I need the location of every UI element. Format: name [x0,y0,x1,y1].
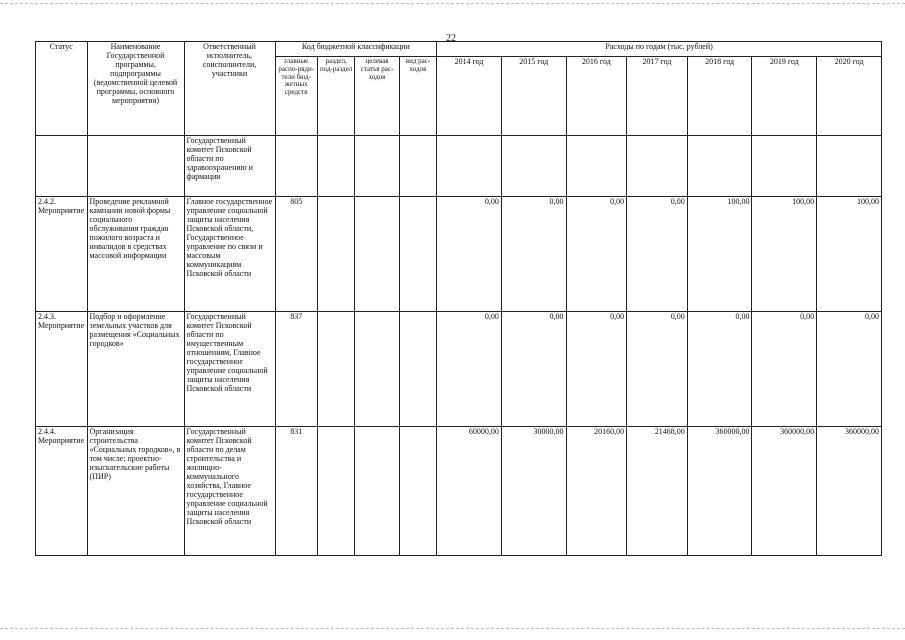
header-budget-code: Код бюджетной классификации [275,42,437,57]
cell-type [399,136,436,197]
cell-status: 2.4.4. Мероприятие [36,427,88,556]
cell-value-2018: 360000,00 [687,427,752,556]
cell-value-2014: 0,00 [437,197,502,312]
cell-type [399,197,436,312]
cell-value-2019 [752,136,817,197]
cell-value-2015: 0,00 [501,197,566,312]
header-year-2014: 2014 год [437,57,502,136]
header-year-2020: 2020 год [817,57,882,136]
cell-article [355,197,399,312]
cell-value-2017: 21468,00 [627,427,688,556]
cell-value-2014: 0,00 [437,312,502,427]
table-row [36,427,882,556]
table-row [36,197,882,312]
cell-value-2020: 0,00 [817,312,882,427]
cell-value-2016: 0,00 [566,312,627,427]
cell-grbs: 831 [275,427,317,556]
cell-grbs: 837 [275,312,317,427]
cell-value-2018: 100,00 [687,197,752,312]
header-year-2018: 2018 год [687,57,752,136]
cell-value-2017: 0,00 [627,312,688,427]
cell-article [355,136,399,197]
cell-responsible: Государственный комитет Псковской области по делам строительства и жилищно-коммунального хозяйства, Главное государственное управление социальной защиты населения Псковской области [184,427,275,556]
header-responsible: Ответственный исполнитель, соисполнители, участники [184,42,275,136]
cell-value-2019: 100,00 [752,197,817,312]
cell-value-2020 [817,136,882,197]
cell-status: 2.4.2. Мероприятие [36,197,88,312]
cell-name [87,136,184,197]
header-expenses: Расходы по годам (тыс. рублей) [437,42,882,57]
table-row [36,312,882,427]
cell-section [317,197,354,312]
cell-responsible: Главное государственное управление социальной защиты населения Псковской области, Государственное управление по связи и массовым коммуникациям Псковской области [184,197,275,312]
cell-value-2016: 0,00 [566,197,627,312]
cell-value-2016: 20160,00 [566,427,627,556]
cell-value-2020: 100,00 [817,197,882,312]
cell-grbs [275,136,317,197]
cell-value-2015: 30000,00 [501,427,566,556]
cell-value-2017: 0,00 [627,197,688,312]
cell-section [317,427,354,556]
header-year-2015: 2015 год [501,57,566,136]
cell-section [317,312,354,427]
cell-status: 2.4.3. Мероприятие [36,312,88,427]
cell-responsible: Государственный комитет Псковской области по здравоохранению и фармации [184,136,275,197]
cell-value-2019: 360000,00 [752,427,817,556]
cell-value-2015 [501,136,566,197]
cell-type [399,427,436,556]
cell-value-2018 [687,136,752,197]
cell-value-2017 [627,136,688,197]
cell-grbs: 805 [275,197,317,312]
header-code-section: раздел, под-раздел [317,57,354,136]
cell-value-2020: 360000,00 [817,427,882,556]
header-code-article: целевая статья рас-ходов [355,57,399,136]
scan-artifact-top [0,3,905,4]
cell-name: Подбор и оформление земельных участков для размещения «Социальных городков» [87,312,184,427]
cell-value-2014: 60000,00 [437,427,502,556]
header-year-2016: 2016 год [566,57,627,136]
header-year-2017: 2017 год [627,57,688,136]
cell-value-2018: 0,00 [687,312,752,427]
header-code-type: вид рас-ходов [399,57,436,136]
cell-section [317,136,354,197]
cell-value-2014 [437,136,502,197]
table-row [36,136,882,197]
cell-name: Проведение рекламной кампании новой формы социального обслуживания граждан пожилого возраста и инвалидов в средствах массовой информации [87,197,184,312]
cell-article [355,312,399,427]
expense-table [35,41,882,556]
cell-value-2016 [566,136,627,197]
header-year-2019: 2019 год [752,57,817,136]
cell-responsible: Государственный комитет Псковской области по имущественным отношениям, Главное государственное управление социальной защиты населения Псковской области [184,312,275,427]
page-number: 22 [446,33,456,44]
scan-artifact-bottom [0,628,905,629]
cell-value-2015: 0,00 [501,312,566,427]
cell-type [399,312,436,427]
header-code-grbs: главные распо-ряди-тели бюд-жетных средств [275,57,317,136]
cell-article [355,427,399,556]
cell-value-2019: 0,00 [752,312,817,427]
cell-status [36,136,88,197]
header-status: Статус [36,42,88,136]
header-name: Наименование Государственной программы, подпрограммы (ведомственной целевой программы, основного мероприятия) [87,42,184,136]
cell-name: Организация строительства «Социальных городков», в том числе: проектно-изыскательские работы (ПИР) [87,427,184,556]
